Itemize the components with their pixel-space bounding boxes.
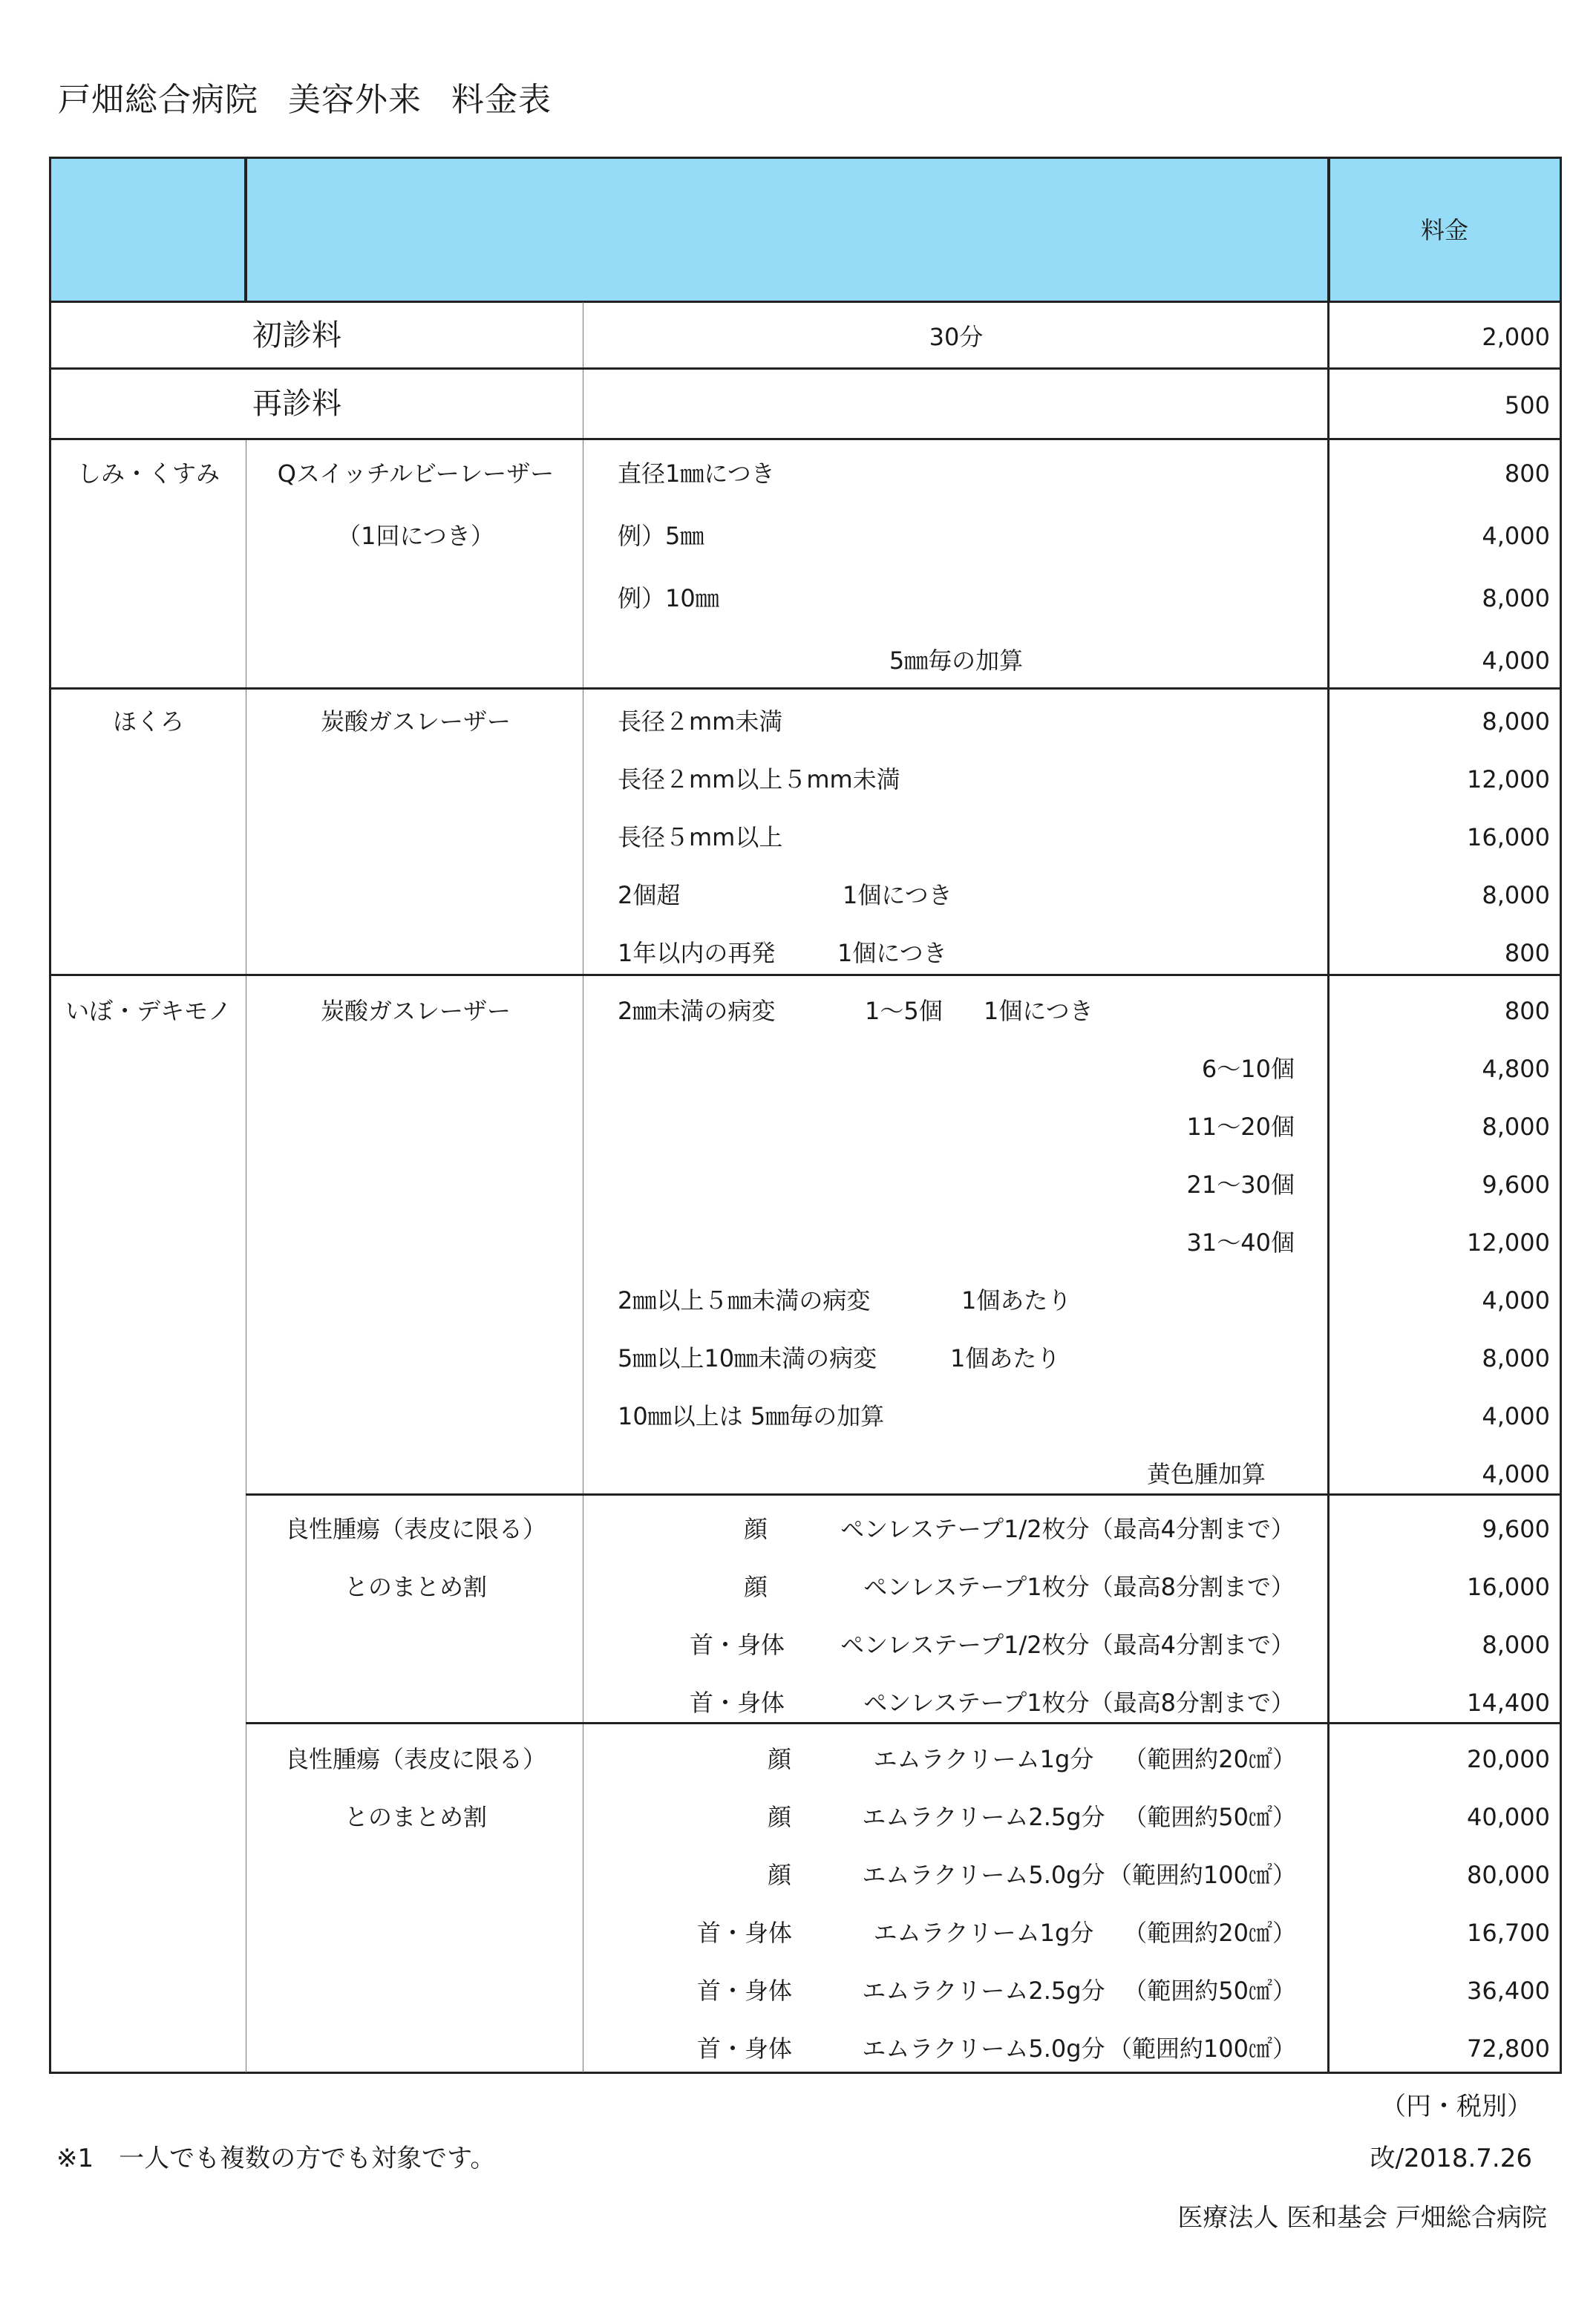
ibo-price: 4,000 bbox=[1482, 1402, 1550, 1430]
ibo-price: 9,600 bbox=[1482, 1171, 1550, 1199]
matome1-detail: ペンレステープ1/2枚分（最高4分割まで） bbox=[840, 1515, 1295, 1543]
hokuro-price: 800 bbox=[1504, 939, 1550, 967]
row-line bbox=[246, 1493, 1560, 1496]
matome2-area: 顔 bbox=[767, 1745, 792, 1773]
matome1-label-sub: とのまとめ割 bbox=[344, 1573, 488, 1601]
header-divider bbox=[1327, 159, 1330, 302]
ibo-method: 炭酸ガスレーザー bbox=[320, 997, 511, 1025]
row-line bbox=[51, 687, 1560, 690]
matome1-price: 9,600 bbox=[1482, 1515, 1550, 1543]
matome2-area: 首・身体 bbox=[696, 2035, 793, 2063]
shimi-detail: 直径1㎜につき bbox=[618, 459, 775, 488]
row-line bbox=[51, 974, 1560, 976]
matome2-detail: エムラクリーム2.5g分 bbox=[862, 1803, 1105, 1831]
matome2-range: （範囲約100㎠） bbox=[1108, 2035, 1296, 2063]
matome1-detail: ペンレステープ1/2枚分（最高4分割まで） bbox=[840, 1631, 1295, 1659]
hokuro-detail-sub: 1個につき bbox=[837, 939, 947, 967]
shimi-price: 8,000 bbox=[1482, 584, 1550, 612]
matome2-label-sub: とのまとめ割 bbox=[344, 1803, 488, 1831]
matome2-range: （範囲約100㎠） bbox=[1108, 1861, 1296, 1889]
matome2-price: 40,000 bbox=[1467, 1803, 1550, 1831]
shimi-category: しみ・くすみ bbox=[76, 459, 220, 488]
hokuro-price: 12,000 bbox=[1467, 765, 1550, 793]
shoshin-detail: 30分 bbox=[929, 323, 984, 351]
matome1-area: 顔 bbox=[743, 1515, 768, 1543]
matome2-area: 首・身体 bbox=[696, 1919, 793, 1947]
matome2-range: （範囲約20㎠） bbox=[1123, 1919, 1296, 1947]
price-column-line bbox=[1327, 302, 1330, 2072]
ibo-price: 4,000 bbox=[1482, 1460, 1550, 1488]
ibo-detail-count: 1～5個 bbox=[865, 997, 943, 1025]
matome1-price: 8,000 bbox=[1482, 1631, 1550, 1659]
revision-date: 改/2018.7.26 bbox=[1370, 2144, 1532, 2173]
price-table bbox=[49, 157, 1562, 2074]
hokuro-detail-sub: 1個につき bbox=[843, 881, 952, 909]
ibo-detail: 6～10個 bbox=[1201, 1055, 1295, 1083]
shimi-detail: 5㎜毎の加算 bbox=[889, 647, 1024, 675]
ibo-price: 800 bbox=[1504, 997, 1550, 1025]
shimi-price: 4,000 bbox=[1482, 522, 1550, 550]
matome2-price: 80,000 bbox=[1467, 1861, 1550, 1889]
saishin-label: 再診料 bbox=[252, 387, 341, 421]
hokuro-detail: 長径５mm以上 bbox=[618, 823, 783, 851]
table-header bbox=[51, 159, 1560, 302]
row-line bbox=[246, 1722, 1560, 1724]
ibo-category: いぼ・デキモノ bbox=[65, 997, 232, 1025]
shoshin-label: 初診料 bbox=[252, 318, 341, 353]
matome2-detail: エムラクリーム5.0g分 bbox=[862, 1861, 1105, 1889]
matome2-range: （範囲約50㎠） bbox=[1123, 1803, 1296, 1831]
ibo-price: 4,800 bbox=[1482, 1055, 1550, 1083]
ibo-price: 8,000 bbox=[1482, 1344, 1550, 1372]
matome2-detail: エムラクリーム5.0g分 bbox=[862, 2035, 1105, 2063]
hokuro-detail: 長径２mm以上５mm未満 bbox=[618, 765, 900, 793]
organization-name: 医療法人 医和基会 戸畑総合病院 bbox=[1177, 2203, 1547, 2233]
footnote: ※1 一人でも複数の方でも対象です。 bbox=[56, 2144, 496, 2173]
ibo-detail: 2㎜以上５㎜未満の病変 bbox=[618, 1286, 871, 1315]
title-doc: 料金表 bbox=[451, 81, 552, 119]
matome2-range: （範囲約50㎠） bbox=[1123, 1977, 1296, 2005]
matome1-area: 首・身体 bbox=[689, 1689, 785, 1717]
hokuro-detail: 1年以内の再発 bbox=[618, 939, 776, 967]
hokuro-price: 8,000 bbox=[1482, 881, 1550, 909]
matome2-detail: エムラクリーム1g分 bbox=[873, 1745, 1094, 1773]
ibo-detail: 31～40個 bbox=[1186, 1228, 1295, 1257]
matome1-area: 首・身体 bbox=[689, 1631, 785, 1659]
matome2-price: 20,000 bbox=[1467, 1745, 1550, 1773]
header-price-label: 料金 bbox=[1420, 216, 1469, 244]
saishin-price: 500 bbox=[1504, 391, 1550, 419]
hokuro-detail: 長径２mm未満 bbox=[618, 707, 783, 736]
matome2-price: 16,700 bbox=[1467, 1919, 1550, 1947]
shimi-detail: 例）10㎜ bbox=[618, 584, 719, 612]
matome1-detail: ペンレステープ1枚分（最高8分割まで） bbox=[863, 1573, 1295, 1601]
hokuro-detail: 2個超 bbox=[618, 881, 681, 909]
matome2-area: 顔 bbox=[767, 1861, 792, 1889]
ibo-detail: 5㎜以上10㎜未満の病変 bbox=[618, 1344, 877, 1372]
matome2-range: （範囲約20㎠） bbox=[1123, 1745, 1296, 1773]
matome2-area: 顔 bbox=[767, 1803, 792, 1831]
matome1-area: 顔 bbox=[743, 1573, 768, 1601]
shimi-method: Qスイッチルビーレーザー bbox=[277, 459, 555, 488]
ibo-detail-sub: 1個あたり bbox=[950, 1344, 1061, 1372]
header-divider bbox=[244, 159, 247, 302]
hokuro-price: 16,000 bbox=[1467, 823, 1550, 851]
matome2-label: 良性腫瘍（表皮に限る） bbox=[284, 1745, 547, 1773]
matome1-price: 16,000 bbox=[1467, 1573, 1550, 1601]
title-dept: 美容外来 bbox=[288, 81, 422, 119]
ibo-detail: 21～30個 bbox=[1186, 1171, 1295, 1199]
matome1-price: 14,400 bbox=[1467, 1689, 1550, 1717]
row-line bbox=[51, 438, 1560, 440]
shimi-price: 800 bbox=[1504, 459, 1550, 488]
tax-note: （円・税別） bbox=[1381, 2092, 1532, 2121]
matome1-detail: ペンレステープ1枚分（最高8分割まで） bbox=[863, 1689, 1295, 1717]
ibo-price: 12,000 bbox=[1467, 1228, 1550, 1257]
shimi-detail: 例）5㎜ bbox=[618, 522, 704, 550]
ibo-detail: 黄色腫加算 bbox=[1146, 1460, 1266, 1488]
ibo-detail: 11～20個 bbox=[1186, 1113, 1295, 1141]
matome2-price: 72,800 bbox=[1467, 2035, 1550, 2063]
ibo-detail-sub: 1個あたり bbox=[961, 1286, 1072, 1315]
ibo-price: 8,000 bbox=[1482, 1113, 1550, 1141]
hokuro-method: 炭酸ガスレーザー bbox=[320, 707, 511, 736]
title-hospital: 戸畑総合病院 bbox=[58, 81, 258, 119]
hokuro-price: 8,000 bbox=[1482, 707, 1550, 736]
matome2-area: 首・身体 bbox=[696, 1977, 793, 2005]
matome1-label: 良性腫瘍（表皮に限る） bbox=[284, 1515, 547, 1543]
matome2-price: 36,400 bbox=[1467, 1977, 1550, 2005]
hokuro-category: ほくろ bbox=[112, 707, 185, 736]
ibo-price: 4,000 bbox=[1482, 1286, 1550, 1315]
matome2-detail: エムラクリーム2.5g分 bbox=[862, 1977, 1105, 2005]
ibo-detail-unit: 1個につき bbox=[984, 997, 1093, 1025]
ibo-detail: 10㎜以上は 5㎜毎の加算 bbox=[618, 1402, 885, 1430]
shimi-price: 4,000 bbox=[1482, 647, 1550, 675]
matome2-detail: エムラクリーム1g分 bbox=[873, 1919, 1094, 1947]
shoshin-price: 2,000 bbox=[1482, 323, 1550, 351]
header-bottom-line bbox=[51, 301, 1560, 303]
ibo-detail: 2㎜未満の病変 bbox=[618, 997, 776, 1025]
shimi-method-note: （1回につき） bbox=[337, 522, 494, 550]
page-title bbox=[58, 73, 581, 120]
row-line bbox=[51, 367, 1560, 370]
